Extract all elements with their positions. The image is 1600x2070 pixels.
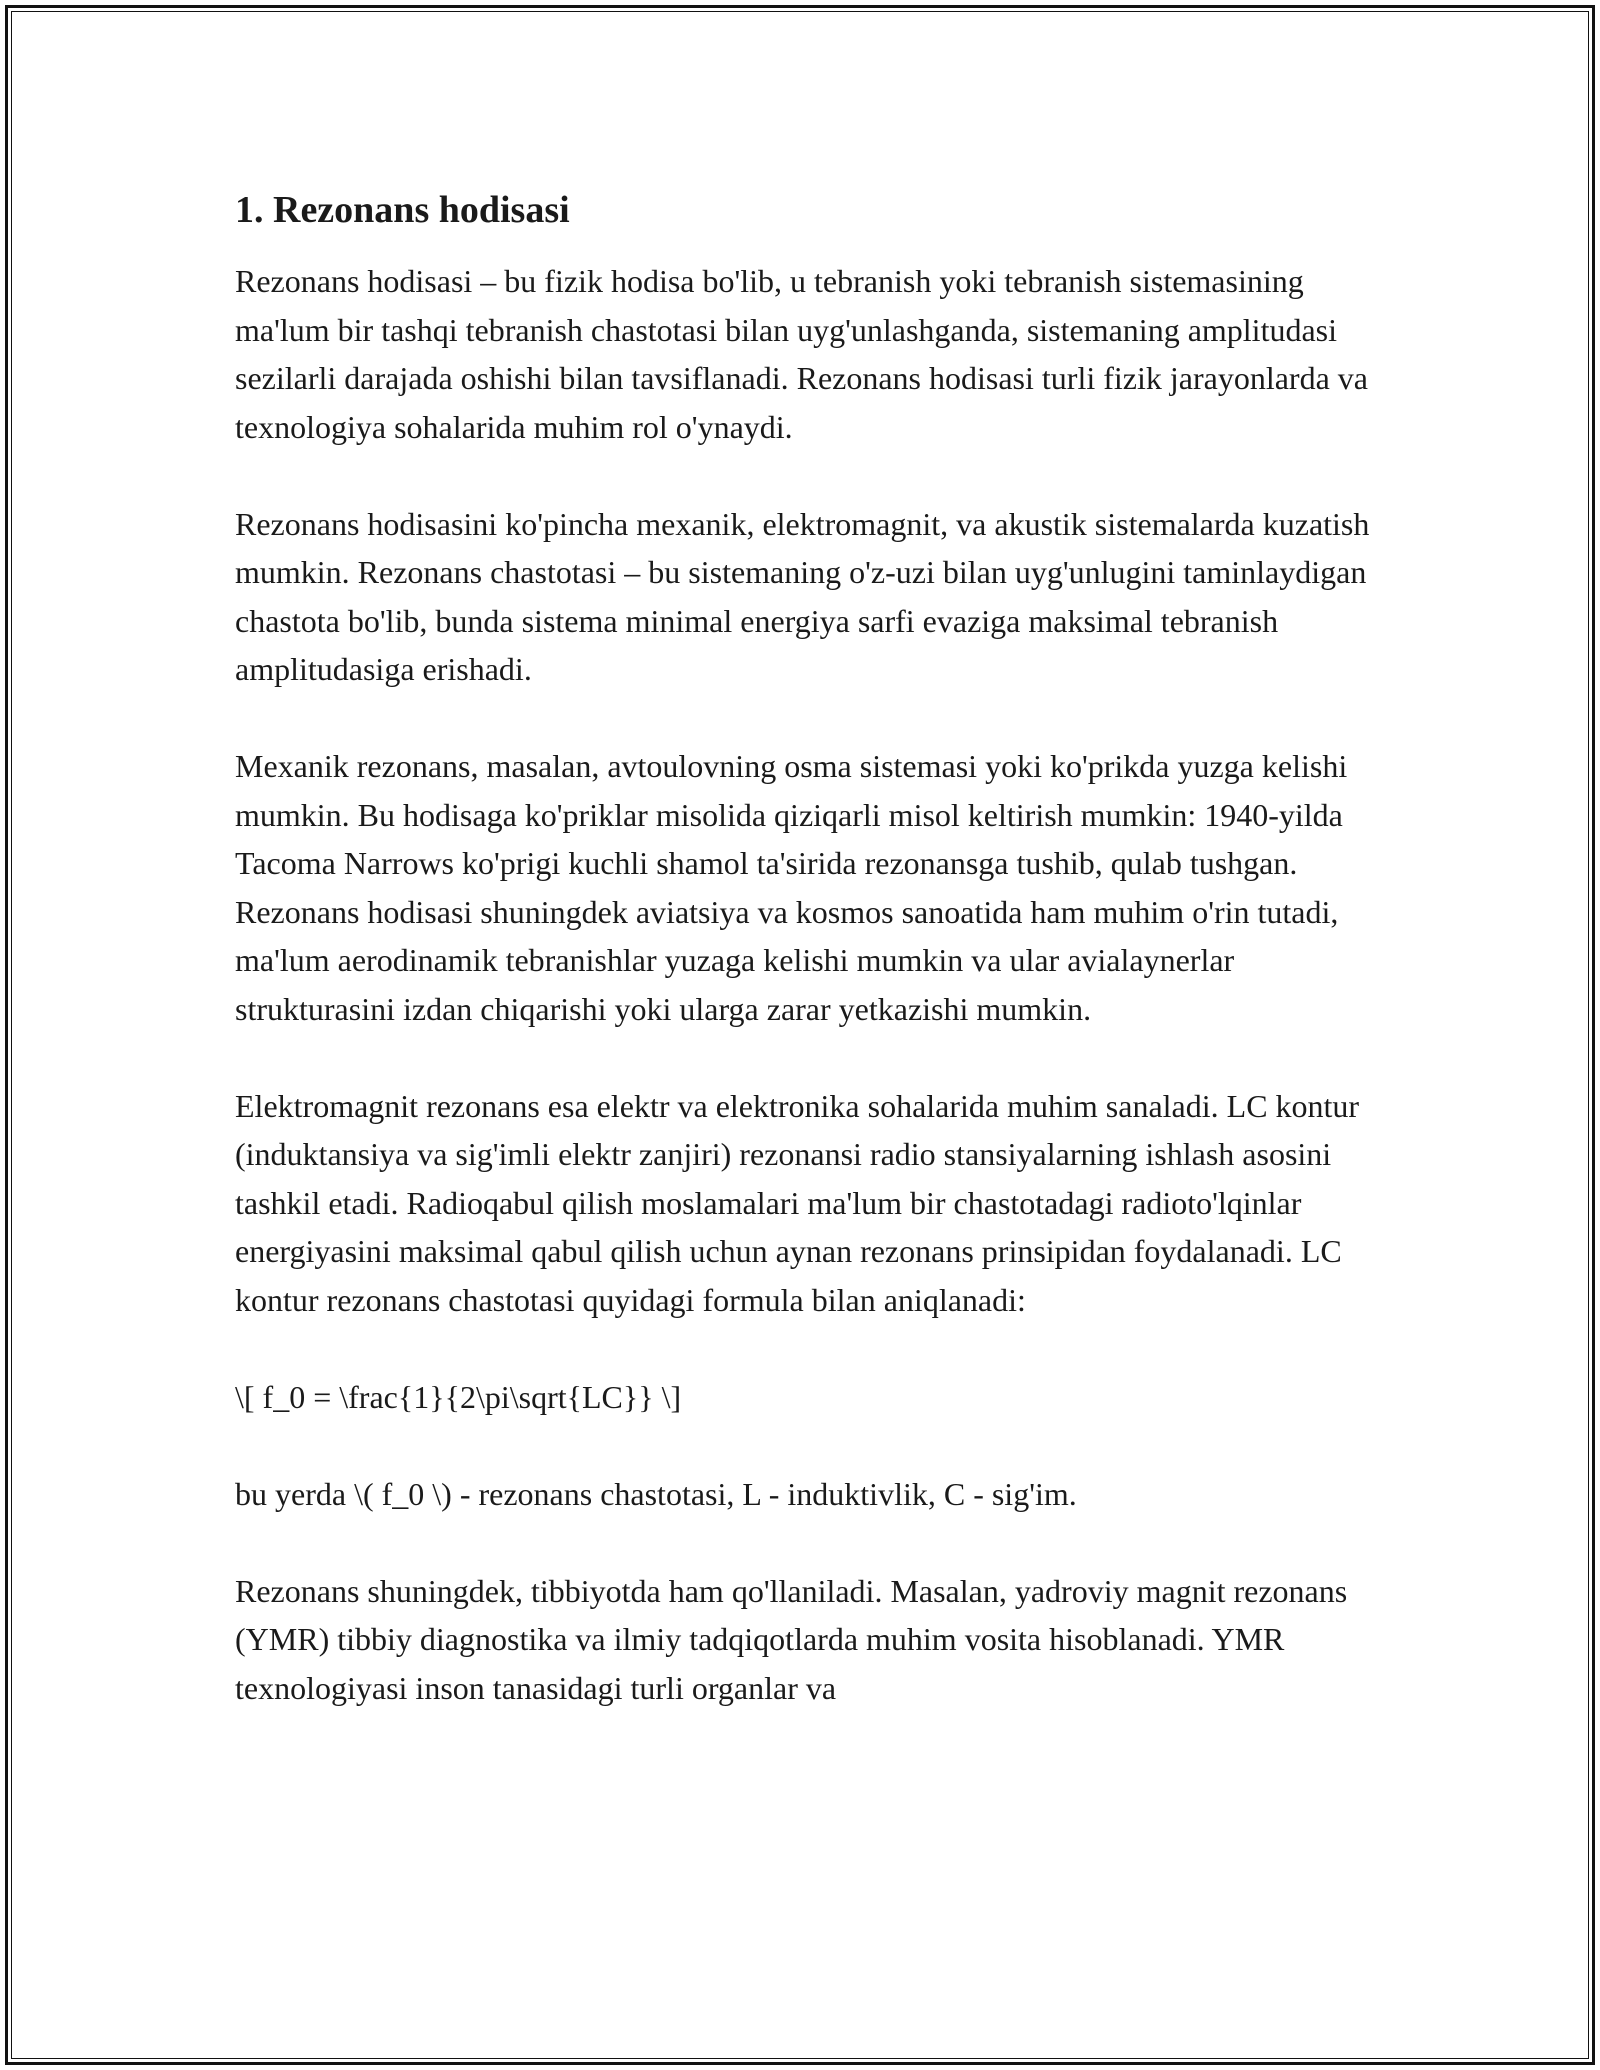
- paragraph-intro: Rezonans hodisasi – bu fizik hodisa bo'lib, u tebranish yoki tebranish sistemasining ma'lum bir tashqi tebranish chastotasi bilan uyg'unlashganda, sistemaning amplitudasi sezilarli darajada oshishi bilan tavsiflanadi. Rezonans hodisasi turli fizik jarayonlarda va texnologiya sohalarida muhim rol o'ynaydi.: [235, 263, 1368, 445]
- document-body: [235, 186, 1375, 1761]
- paragraph-mechanical-resonance: Mexanik rezonans, masalan, avtoulovning osma sistemasi yoki ko'prikda yuzga kelishi mumkin. Bu hodisaga ko'priklar misolida qiziqarli misol keltirish mumkin: 1940-yilda Tacoma Narrows ko'prigi kuchli shamol ta'sirida rezonansga tushib, qulab tushgan. Rezonans hodisasi shuningdek aviatsiya va kosmos sanoatida ham muhim o'rin tutadi, ma'lum aerodinamik tebranishlar yuzaga kelishi mumkin va ular avialaynerlar strukturasini izdan chiqarishi yoki ularga zarar yetkazishi mumkin.: [235, 748, 1348, 1027]
- formula-explanation: bu yerda \( f_0 \) - rezonans chastotasi, L - induktivlik, C - sig'im.: [235, 1475, 1077, 1512]
- paragraph-resonance-frequency: Rezonans hodisasini ko'pincha mexanik, elektromagnit, va akustik sistemalarda kuzatish mumkin. Rezonans chastotasi – bu sistemaning o'z-uzi bilan uyg'unlugini taminlaydigan chastota bo'lib, bunda sistema minimal energiya sarfi evaziga maksimal tebranish amplitudasiga erishadi.: [235, 505, 1370, 688]
- formula-lc-resonance: \[ f_0 = \frac{1}{2\pi\sqrt{LC}} \]: [235, 1378, 682, 1415]
- paragraph-medical-resonance: Rezonans shuningdek, tibbiyotda ham qo'llaniladi. Masalan, yadroviy magnit rezonans (YMR) tibbiy diagnostika va ilmiy tadqiqotlarda muhim vosita hisoblanadi. YMR texnologiyasi inson tanasidagi turli organlar va: [235, 1572, 1348, 1706]
- section-heading: 1. Rezonans hodisasi: [235, 189, 570, 231]
- paragraph-electromagnetic-resonance: Elektromagnit rezonans esa elektr va elektronika sohalarida muhim sanaladi. LC kontur (induktansiya va sig'imli elektr zanjiri) rezonansi radio stansiyalarning ishlash asosini tashkil etadi. Radioqabul qilish moslamalari ma'lum bir chastotadagi radioto'lqinlar energiyasini maksimal qabul qilish uchun aynan rezonans prinsipidan foydalanadi. LC kontur rezonans chastotasi quyidagi formula bilan aniqlanadi:: [235, 1087, 1360, 1318]
